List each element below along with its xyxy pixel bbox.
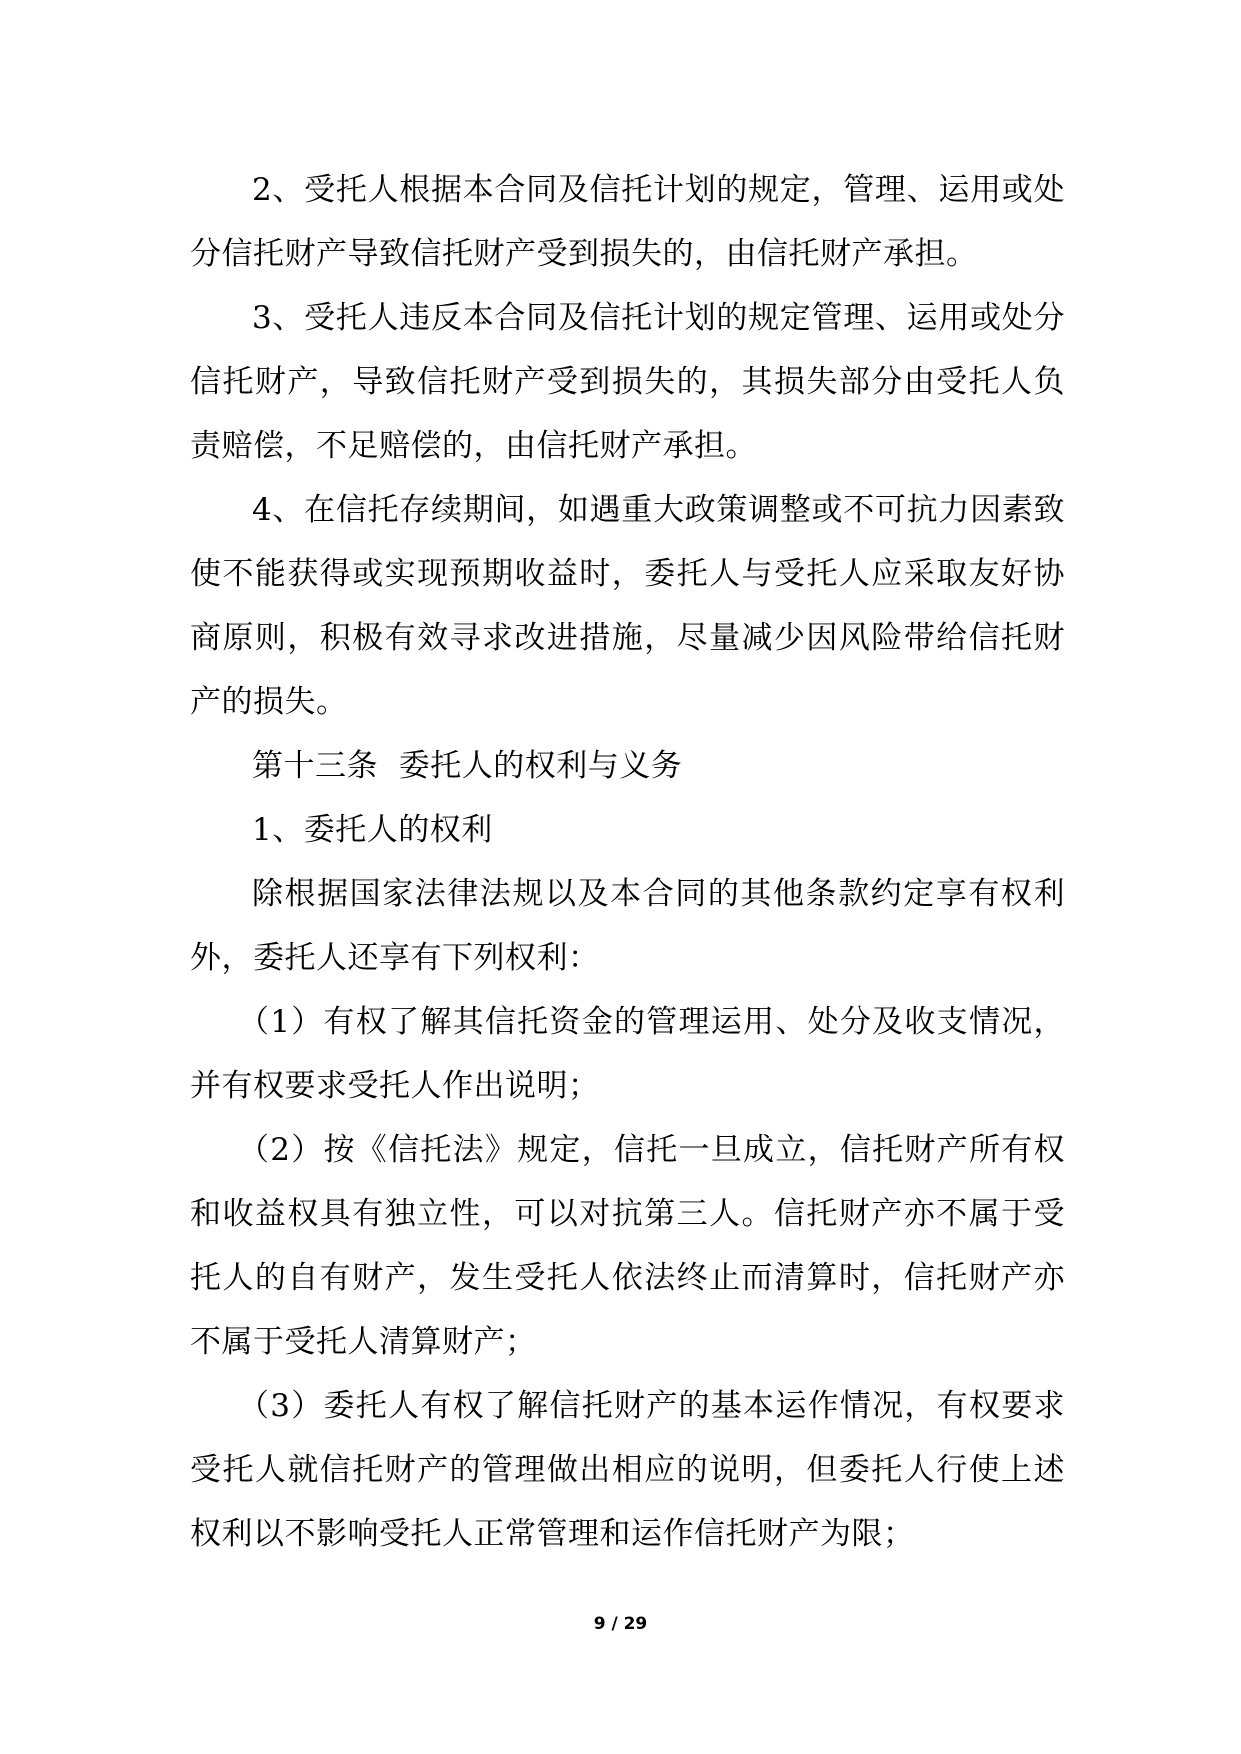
paragraph-rights-intro: 除根据国家法律法规以及本合同的其他条款约定享有权利外，委托人还享有下列权利： <box>190 876 1065 976</box>
paragraph-clause-2: 2、受托人根据本合同及信托计划的规定，管理、运用或处分信托财产导致信托财产受到损失的，由信托财产承担。 <box>190 172 1065 272</box>
list-item-right-3: （3）委托人有权了解信托财产的基本运作情况，有权要求受托人就信托财产的管理做出相应的说明，但委托人行使上述权利以不影响受托人正常管理和运作信托财产为限； <box>190 1388 1065 1552</box>
page-number: 9 / 29 <box>593 1614 648 1634</box>
subheading-client-rights: 1、委托人的权利 <box>252 812 493 848</box>
paragraph-clause-4: 4、在信托存续期间，如遇重大政策调整或不可抗力因素致使不能获得或实现预期收益时，委托人与受托人应采取友好协商原则，积极有效寻求改进措施，尽量减少因风险带给信托财产的损失。 <box>190 492 1065 720</box>
paragraph-clause-3: 3、受托人违反本合同及信托计划的规定管理、运用或处分信托财产，导致信托财产受到损失的，其损失部分由受托人负责赔偿，不足赔偿的，由信托财产承担。 <box>190 300 1065 464</box>
list-item-right-2: （2）按《信托法》规定，信托一旦成立，信托财产所有权和收益权具有独立性，可以对抗第三人。信托财产亦不属于受托人的自有财产，发生受托人依法终止而清算时，信托财产亦不属于受托人清算财产； <box>190 1132 1065 1360</box>
document-body <box>190 158 1065 1566</box>
section-heading-article-13: 第十三条 委托人的权利与义务 <box>252 748 683 784</box>
list-item-right-1: （1）有权了解其信托资金的管理运用、处分及收支情况，并有权要求受托人作出说明； <box>190 1004 1065 1104</box>
